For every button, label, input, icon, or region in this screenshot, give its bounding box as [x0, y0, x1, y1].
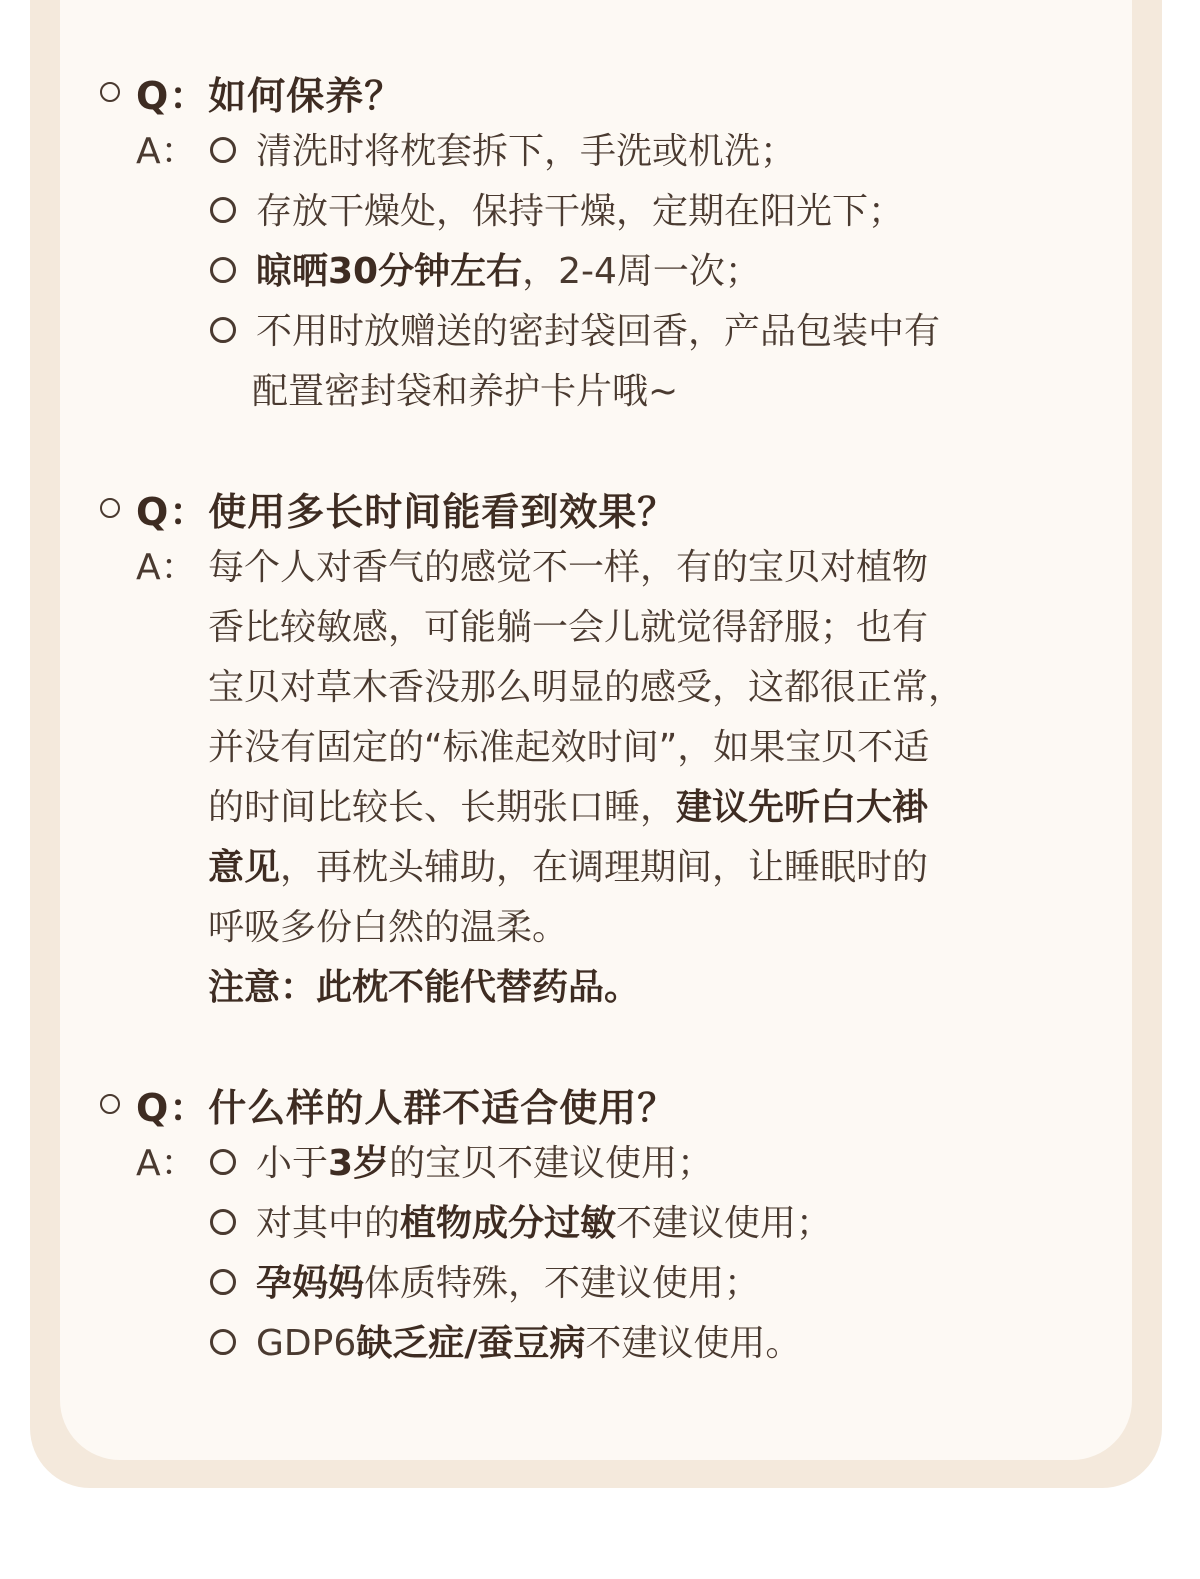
answer-line: [208, 838, 1028, 898]
answer-text-bold: 意见: [208, 847, 281, 888]
question-row: [96, 478, 1076, 538]
answer-block: [96, 122, 1076, 422]
list-item: [206, 1134, 1076, 1194]
list-item: [206, 122, 1076, 182]
circle-bullet-icon: [210, 317, 236, 343]
item-text: 的宝贝不建议使用；: [389, 1143, 714, 1184]
item-text: 不建议使用。: [585, 1323, 802, 1364]
circle-bullet-icon: [210, 1329, 236, 1355]
circle-bullet-icon: [210, 137, 236, 163]
item-text: 体质特殊，不建议使用；: [364, 1263, 761, 1304]
circle-bullet-icon: [210, 1209, 236, 1235]
faq-section-care: [96, 62, 1076, 422]
faq-section-unsuitable: [96, 1074, 1076, 1374]
bullet-dot-icon: [100, 498, 120, 518]
item-text-bold: 3岁: [328, 1143, 390, 1184]
question-row: [96, 62, 1076, 122]
list-item: [206, 182, 1076, 242]
answer-list: [206, 122, 1076, 422]
answer-block: [96, 538, 1076, 1018]
list-item: [206, 1254, 1076, 1314]
list-item: [206, 1194, 1076, 1254]
answer-line: 宝贝对草木香没那么明显的感受，这都很正常，: [208, 667, 965, 708]
list-item: [206, 242, 1076, 302]
answer-label: A：: [136, 547, 197, 588]
answer-text-bold: 建议先听白大褂: [676, 787, 929, 828]
answer-line: 并没有固定的“标准起效时间”，如果宝贝不适: [208, 727, 930, 768]
question-row: [96, 1074, 1076, 1134]
answer-line: 呼吸多份白然的温柔。: [208, 907, 569, 948]
note-text: 注意：此枕不能代替药品。: [208, 967, 641, 1008]
item-text: 对其中的: [256, 1203, 401, 1244]
item-text: GDP6: [256, 1323, 357, 1364]
item-text-bold: 晾晒30分钟左右: [256, 251, 523, 292]
item-text-line: 配置密封袋和养护卡片哦~: [252, 371, 679, 412]
list-item: [206, 1314, 1076, 1374]
item-text-bold: 缺乏症/蚕豆病: [356, 1323, 586, 1364]
item-text-bold: 植物成分过敏: [400, 1203, 617, 1244]
circle-bullet-icon: [210, 1269, 236, 1295]
answer-block: [96, 1134, 1076, 1374]
bullet-dot-icon: [100, 1094, 120, 1114]
circle-bullet-icon: [210, 257, 236, 283]
answer-paragraph: [208, 538, 1028, 1018]
circle-bullet-icon: [210, 1149, 236, 1175]
item-text-line: 不用时放赠送的密封袋回香，产品包装中有: [256, 311, 941, 352]
item-text: ，2-4周一次；: [522, 251, 761, 292]
answer-label: A：: [136, 131, 197, 172]
question-text: Q：什么样的人群不适合使用？: [136, 1085, 677, 1130]
item-text: 小于: [256, 1143, 329, 1184]
item-text: 不建议使用；: [616, 1203, 833, 1244]
answer-text: 的时间比较长、长期张口睡，: [208, 787, 677, 828]
question-text: Q：使用多长时间能看到效果？: [136, 489, 677, 534]
item-text: 存放干燥处，保持干燥，定期在阳光下；: [256, 191, 905, 232]
answer-text: ，再枕头辅助，在调理期间，让睡眠时的: [280, 847, 929, 888]
answer-list: [206, 1134, 1076, 1374]
circle-bullet-icon: [210, 197, 236, 223]
bullet-dot-icon: [100, 82, 120, 102]
item-text-bold: 孕妈妈: [256, 1263, 365, 1304]
answer-line: 每个人对香气的感觉不一样，有的宝贝对植物: [208, 547, 929, 588]
answer-line: 香比较敏感，可能躺一会儿就觉得舒服；也有: [208, 607, 929, 648]
answer-line: [208, 778, 1028, 838]
question-text: Q：如何保养？: [136, 73, 404, 118]
faq-section-effect-time: [96, 478, 1076, 1018]
item-text: 清洗时将枕套拆下，手洗或机洗；: [256, 131, 797, 172]
answer-label: A：: [136, 1143, 197, 1184]
list-item: [206, 302, 1076, 422]
